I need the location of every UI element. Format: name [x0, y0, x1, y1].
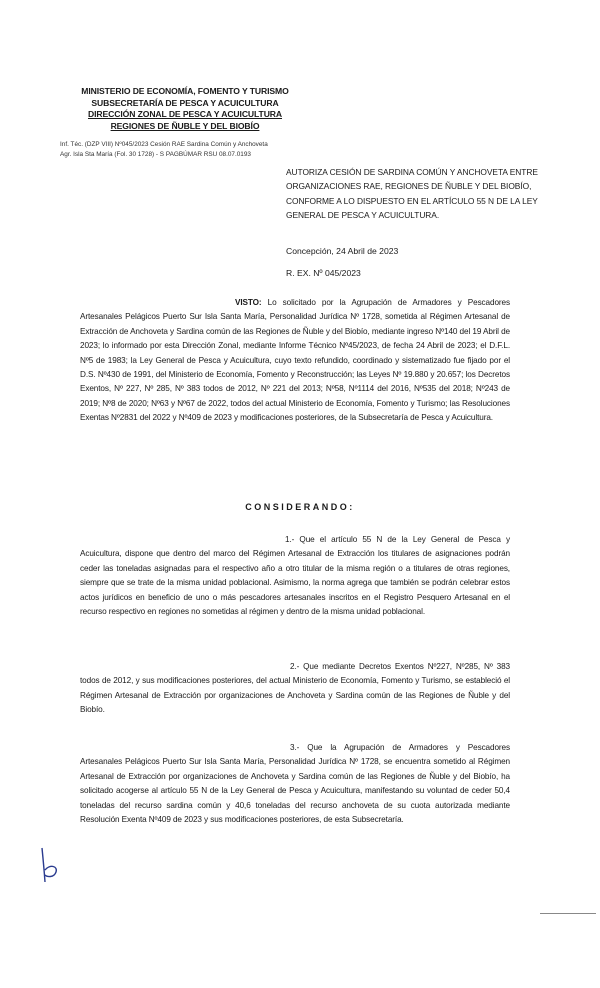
zonal-direction-name: DIRECCIÓN ZONAL DE PESCA Y ACUICULTURA [87, 109, 283, 119]
margin-line [540, 913, 596, 914]
place-date: Concepción, 24 Abril de 2023 [286, 246, 399, 256]
considerando-heading: CONSIDERANDO: [245, 502, 355, 512]
regions-name: REGIONES DE ÑUBLE Y DEL BIOBÍO [110, 120, 260, 131]
considerando-point-1: 1.- Que el artículo 55 N de la Ley General de Pesca y Acuicultura, dispone que dentro del marco del Régimen Artesanal de Extracción los titulares de asignaciones podrán ceder las toneladas asignadas para el respectivo año a otro titular de la misma región o a titulares de otras regiones, siempre que se trate de la misma unidad poblacional. Asimismo, la norma agrega que también se podrán celebrar estos actos jurídicos en beneficio de uno o más pescadores artesanales inscritos en el Registro Pesquero Artesanal en el recurso respectivo en regiones no sometidas al régimen y dentro de la misma unidad poblacional. [80, 535, 510, 617]
letterhead [80, 86, 290, 132]
resolution-number: R. EX. Nº 045/2023 [286, 268, 361, 278]
handwritten-initial-mark [34, 846, 64, 886]
reference-block [60, 140, 268, 159]
considerando-point-2: 2.- Que mediante Decretos Exentos Nº227, Nº285, Nº 383 todos de 2012, y sus modificaciones posteriores, del actual Ministerio de Economía, Fomento y Turismo, se estableció el Régimen Artesanal de Extracción por organizaciones de Anchoveta y Sardina común de las Regiones de Ñuble y del Biobío. [80, 662, 510, 715]
visto-text: Lo solicitado por la Agrupación de Armadores y Pescadores Artesanales Pelágicos Puerto Sur Isla Santa María, Personalidad Jurídica Nº 1728, sometida al Régimen Artesanal de Extracción de Anchoveta y Sardina común de las Regiones de Ñuble y del Biobío, mediante ingreso Nº140 del 19 Abril de 2023; lo informado por esta Dirección Zonal, mediante Informe Técnico Nº45/2023, de fecha 24 Abril de 2023; el D.F.L. Nº5 de 1983; la Ley General de Pesca y Acuicultura, cuyo texto refundido, coordinado y sistematizado fue fijado por el D.S. Nº430 de 1991, del Ministerio de Economía, Fomento y Reconstrucción; las Leyes Nº 19.880 y 20.657; los Decretos Exentos, Nº 227, Nº 285, Nº 383 todos de 2012, Nº 221 del 2013; Nº58, Nº1114 del 2016, Nº535 del 2018; Nº243 de 2019; Nº8 de 2020; Nº63 y Nº67 de 2022, todos del actual Ministerio de Economía, Fomento y Turismo; las Resoluciones Exentas Nº2831 del 2022 y Nº409 de 2023 y modificaciones posteriores, de la Subsecretaría de Pesca y Acuicultura. [80, 298, 510, 423]
visto-label: VISTO: [235, 298, 262, 307]
considerando-point-3: 3.- Que la Agrupación de Armadores y Pescadores Artesanales Pelágicos Puerto Sur Isla Santa María, Personalidad Jurídica Nº 1728, se encuentra sometido al Régimen Artesanal de Extracción por organizaciones de Anchoveta y Sardina común de las Regiones de Ñuble y del Biobío, ha solicitado acogerse al artículo 55 N de la Ley General de Pesca y Acuicultura, manifestando su voluntad de ceder 50,4 toneladas del recurso sardina común y 40,6 toneladas del recurso anchoveta de su cuota autorizada mediante Resolución Exenta Nº409 de 2023 y sus modificaciones posteriores, de esta Subsecretaría. [80, 743, 510, 825]
reference-line-1: Inf. Téc. (DZP VIII) Nº045/2023 Cesión RAE Sardina Común y Anchoveta [60, 141, 268, 148]
reference-line-2: Agr. Isla Sta María (Fol. 30 1728) - S PAGBÚMAR RSU 08.07.0193 [60, 150, 251, 158]
visto-paragraph [80, 296, 510, 426]
ministry-name: MINISTERIO DE ECONOMÍA, FOMENTO Y TURISMO [81, 86, 289, 96]
resolution-subject: AUTORIZA CESIÓN DE SARDINA COMÚN Y ANCHOVETA ENTRE ORGANIZACIONES RAE, REGIONES DE ÑUBLE Y DEL BIOBÍO, CONFORME A LO DISPUESTO EN EL ARTÍCULO 55 N DE LA LEY GENERAL DE PESCA Y ACUICULTURA. [286, 167, 538, 220]
undersecretariat-name: SUBSECRETARÍA DE PESCA Y ACUICULTURA [91, 97, 279, 108]
